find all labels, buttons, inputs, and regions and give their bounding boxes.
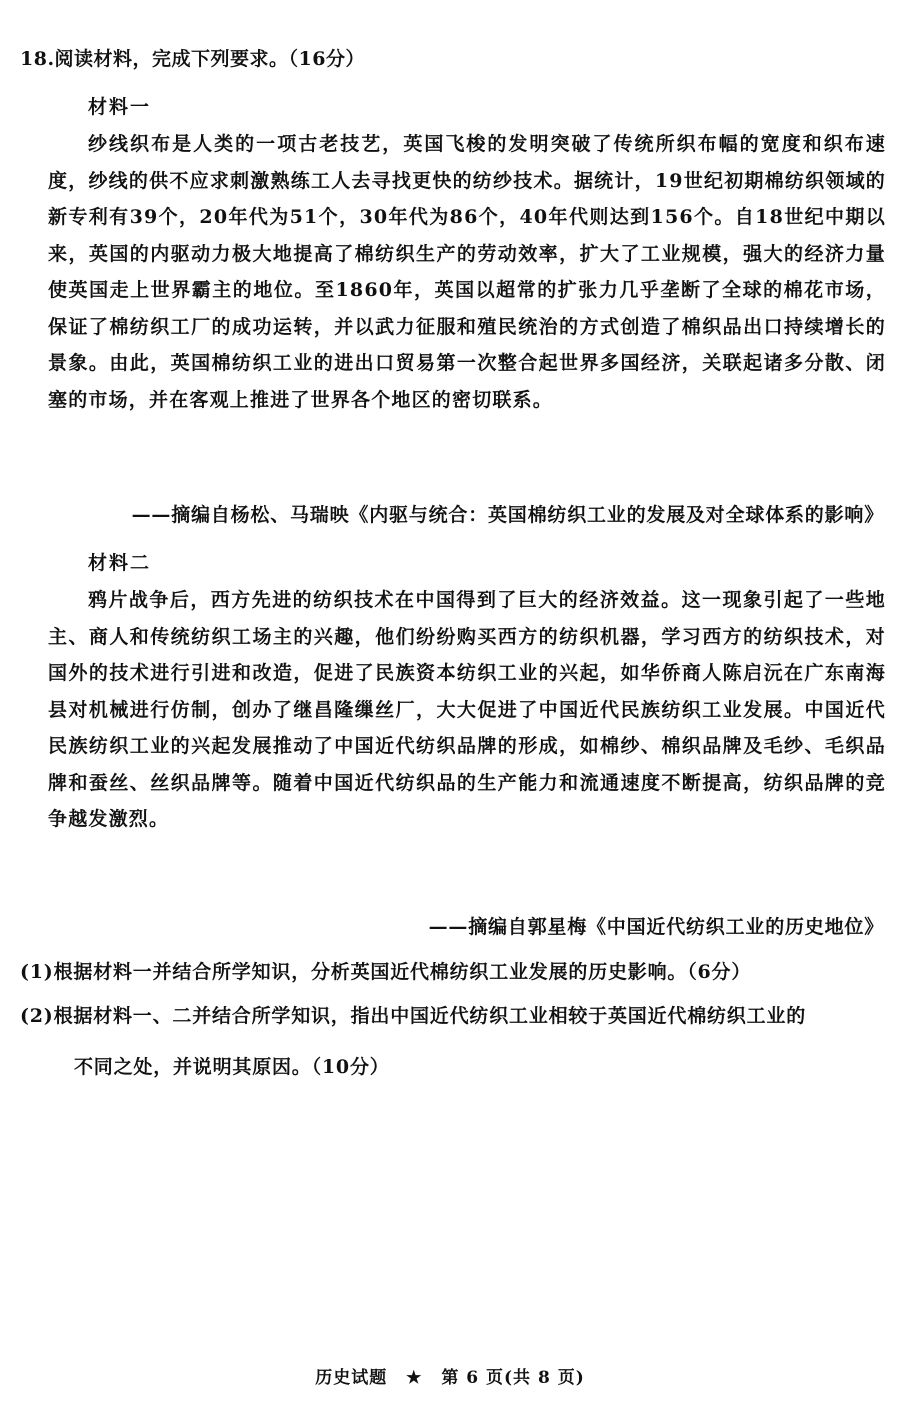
subquestion-1: (1)根据材料一并结合所学知识，分析英国近代棉纺织工业发展的历史影响。（6分） [20,961,752,983]
footer-page-number: 第 6 页(共 8 页) [441,1368,585,1388]
star-icon: ★ [406,1368,423,1388]
footer-subject: 历史试题 [315,1368,388,1388]
material-one-source: ——摘编自杨松、马瑞映《内驱与统合：英国棉纺织工业的发展及对全球体系的影响》 [131,504,884,526]
page-footer [0,1363,900,1388]
subquestion-2-line-1: (2)根据材料一、二并结合所学知识，指出中国近代纺织工业相较于英国近代棉纺织工业的 [20,1005,807,1027]
question-header: 18.阅读材料，完成下列要求。（16分） [20,48,365,70]
material-one-title: 材料一 [88,96,152,118]
material-two-title: 材料二 [88,552,152,574]
material-two-source: ——摘编自郭星梅《中国近代纺织工业的历史地位》 [428,916,884,938]
material-one-text: 纱线织布是人类的一项古老技艺，英国飞梭的发明突破了传统所织布幅的宽度和织布速度，纱线的供不应求刺激熟练工人去寻找更快的纺纱技术。据统计，19世纪初期棉纺织领域的新专利有39个，20年代为51个，30年代为86个，40年代则达到156个。自18世纪中期以来，英国的内驱动力极大地提高了棉纺织生产的劳动效率，扩大了工业规模，强大的经济力量使英国走上世界霸主的地位。至1860年，英国以超常的扩张力几乎垄断了全球的棉花市场，保证了棉纺织工厂的成功运转，并以武力征服和殖民统治的方式创造了棉织品出口持续增长的景象。由此，英国棉纺织工业的进出口贸易第一次整合起世界多国经济，关联起诸多分散、闭塞的市场，并在客观上推进了世界各个地区的密切联系。 [48,133,886,411]
material-two-text: 鸦片战争后，西方先进的纺织技术在中国得到了巨大的经济效益。这一现象引起了一些地主、商人和传统纺织工场主的兴趣，他们纷纷购买西方的纺织机器，学习西方的纺织技术，对国外的技术进行引进和改造，促进了民族资本纺织工业的兴起，如华侨商人陈启沅在广东南海县对机械进行仿制，创办了继昌隆缫丝厂，大大促进了中国近代民族纺织工业发展。中国近代民族纺织工业的兴起发展推动了中国近代纺织品牌的形成，如棉纱、棉织品牌及毛纱、毛织品牌和蚕丝、丝织品牌等。随着中国近代纺织品的生产能力和流通速度不断提高，纺织品牌的竞争越发激烈。 [48,589,886,830]
subquestion-2-line-2: 不同之处，并说明其原因。（10分） [74,1056,390,1078]
